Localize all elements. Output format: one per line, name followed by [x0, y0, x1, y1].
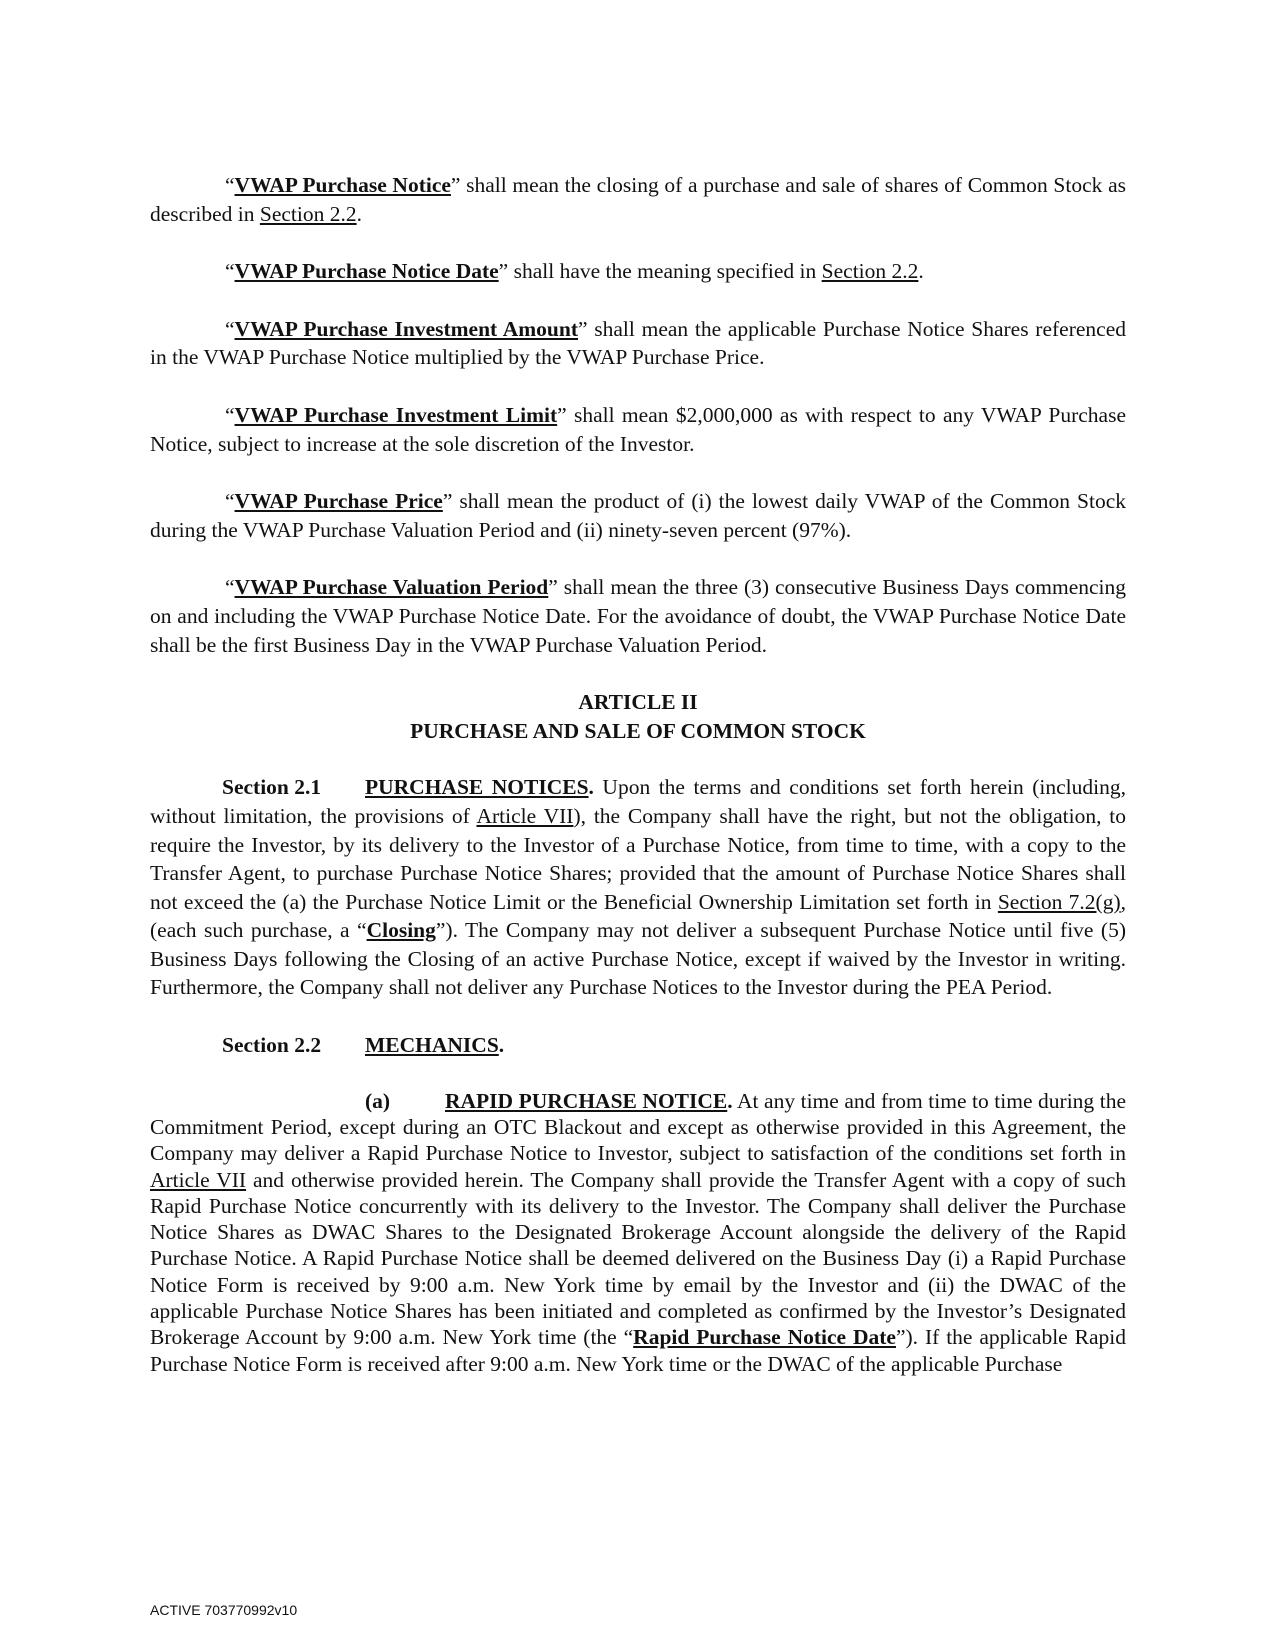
definition-vwap-purchase-price: “VWAP Purchase Price” shall mean the product of (i) the lowest daily VWAP of the Common Stock during the VWAP Purchase Valuation Period and (ii) ninety-seven percent (97%). — [150, 489, 1126, 542]
section-label: Section 2.1 — [222, 775, 322, 800]
definition-vwap-purchase-notice: “VWAP Purchase Notice” shall mean the closing of a purchase and sale of shares of Common Stock as described in Section 2.2. — [150, 173, 1126, 226]
defined-term: VWAP Purchase Notice Date — [234, 259, 499, 284]
defined-term: VWAP Purchase Valuation Period — [234, 575, 549, 600]
defined-term: Closing — [366, 918, 436, 943]
cross-reference: Article VII — [476, 803, 574, 828]
footer-document-id: ACTIVE 703770992v10 — [150, 1602, 298, 1618]
defined-term: VWAP Purchase Investment Amount — [234, 316, 579, 341]
article-title: PURCHASE AND SALE OF COMMON STOCK — [410, 718, 866, 743]
section-heading: PURCHASE NOTICES — [365, 775, 589, 800]
section-label: Section 2.2 — [222, 1033, 322, 1058]
article-number: ARTICLE II — [578, 690, 698, 715]
cross-reference: Section 7.2(g) — [997, 889, 1121, 914]
subsection-heading: RAPID PURCHASE NOTICE — [445, 1088, 728, 1113]
definition-vwap-purchase-valuation-period: “VWAP Purchase Valuation Period” shall mean the three (3) consecutive Business Days commencing on and including the VWAP Purchase Notice Date. For the avoidance of doubt, the VWAP Purchase Notice Date shall be the first Business Day in the VWAP Purchase Valuation Period. — [150, 575, 1126, 657]
article-heading — [150, 688, 1126, 745]
section-2-2: Section 2.2 MECHANICS. — [150, 1031, 1126, 1060]
definition-vwap-purchase-notice-date: “VWAP Purchase Notice Date” shall have the meaning specified in Section 2.2. — [225, 259, 924, 284]
document-page — [150, 171, 1126, 1377]
section-heading: MECHANICS — [365, 1033, 499, 1058]
defined-term: VWAP Purchase Price — [234, 489, 443, 514]
subsection-a: (a) RAPID PURCHASE NOTICE. At any time and from time to time during the Commitment Period, except during an OTC Blackout and except as otherwise provided in this Agreement, the Company may deliver a Rapid Purchase Notice to Investor, subject to satisfaction of the conditions set forth in Article VII and otherwise provided herein. The Company shall provide the Transfer Agent with a copy of such Rapid Purchase Notice concurrently with its delivery to the Investor. The Company shall deliver the Purchase Notice Shares as DWAC Shares to the Designated Brokerage Account alongside the delivery of the Rapid Purchase Notice. A Rapid Purchase Notice shall be deemed delivered on the Business Day (i) a Rapid Purchase Notice Form is received by 9:00 a.m. New York time by email by the Investor and (ii) the DWAC of the applicable Purchase Notice Shares has been initiated and completed as confirmed by the Investor’s Designated Brokerage Account by 9:00 a.m. New York time (the “Rapid Purchase Notice Date”). If the applicable Rapid Purchase Notice Form is received after 9:00 a.m. New York time or the DWAC of the applicable Purchase — [150, 1088, 1126, 1376]
defined-term: VWAP Purchase Notice — [234, 173, 451, 197]
cross-reference: Section 2.2 — [259, 201, 357, 226]
cross-reference: Section 2.2 — [821, 259, 919, 284]
section-2-1: Section 2.1 PURCHASE NOTICES. Upon the terms and conditions set forth herein (including, without limitation, the provisions of Article VII), the Company shall have the right, but not the obligation, to require the Investor, by its delivery to the Investor of a Purchase Notice, from time to time, with a copy to the Transfer Agent, to purchase Purchase Notice Shares; provided that the amount of Purchase Notice Shares shall not exceed the (a) the Purchase Notice Limit or the Beneficial Ownership Limitation set forth in Section 7.2(g), (each such purchase, a “Closing”). The Company may not deliver a subsequent Purchase Notice until five (5) Business Days following the Closing of an active Purchase Notice, except if waived by the Investor in writing. Furthermore, the Company shall not deliver any Purchase Notices to the Investor during the PEA Period. — [150, 775, 1127, 1000]
definition-vwap-purchase-investment-amount: “VWAP Purchase Investment Amount” shall mean the applicable Purchase Notice Shares referenced in the VWAP Purchase Notice multiplied by the VWAP Purchase Price. — [150, 316, 1127, 370]
defined-term: Rapid Purchase Notice Date — [633, 1325, 896, 1350]
cross-reference: Article VII — [150, 1167, 247, 1192]
defined-term: VWAP Purchase Investment Limit — [234, 402, 558, 427]
subsection-label: (a) — [365, 1088, 391, 1113]
definition-vwap-purchase-investment-limit: “VWAP Purchase Investment Limit” shall mean $2,000,000 as with respect to any VWAP Purchase Notice, subject to increase at the sole discretion of the Investor. — [150, 402, 1126, 456]
